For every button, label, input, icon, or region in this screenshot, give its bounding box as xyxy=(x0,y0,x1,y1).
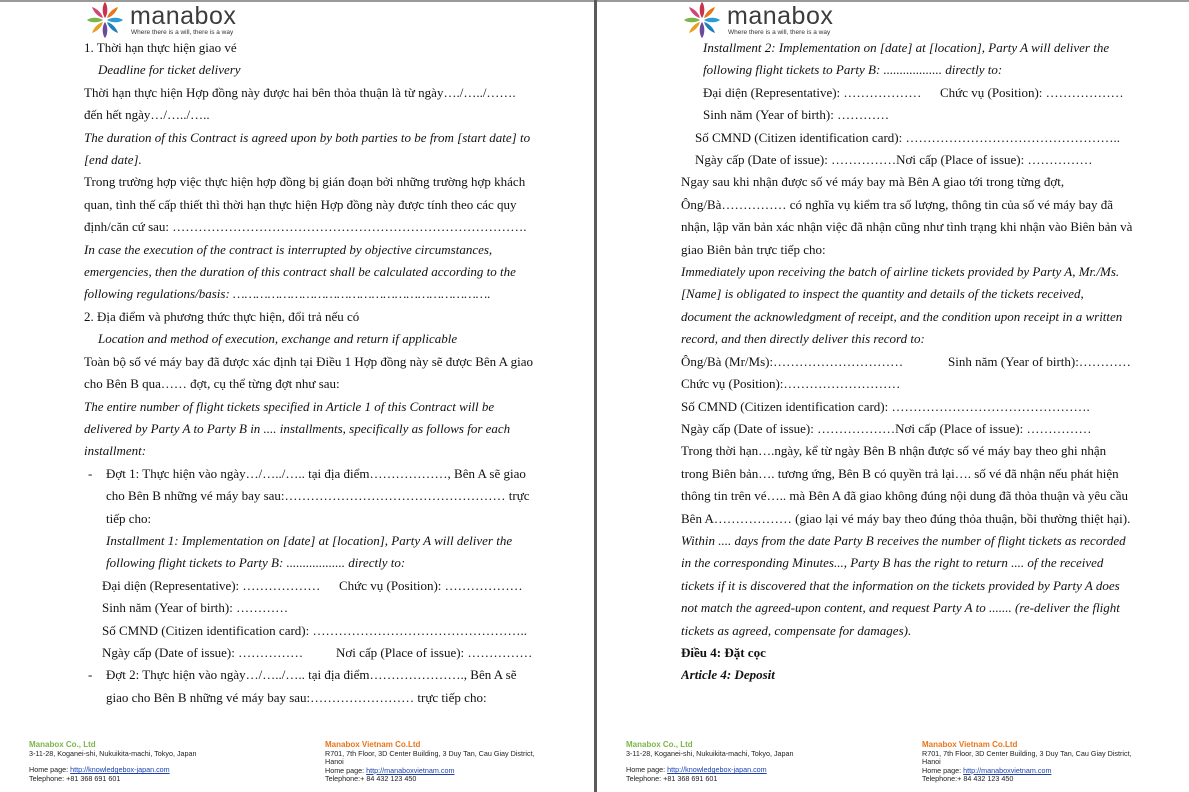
footer-address-vn-2: Hanoi xyxy=(922,757,941,767)
text-line: In case the execution of the contract is interrupted by objective circumstances, xyxy=(84,241,493,257)
article-heading-en: Article 4: Deposit xyxy=(681,667,775,683)
id-card-field: Số CMND (Citizen identification card): ………………………………………….. xyxy=(695,129,1120,145)
birth-year-field: Sinh năm (Year of birth):………… xyxy=(948,353,1131,369)
text-line: Ông/Bà…………… có nghĩa vụ kiểm tra số lượng, thông tin của số vé máy bay đã xyxy=(681,196,1114,212)
form-row xyxy=(84,642,546,664)
section-heading: 1. Thời hạn thực hiện giao vé xyxy=(84,40,237,55)
text-line: Installment 2: Implementation on [date] at [location], Party A will deliver the xyxy=(703,40,1110,55)
footer-address-vn-2: Hanoi xyxy=(325,757,344,767)
id-card-field: Số CMND (Citizen identification card): ………………………………………….. xyxy=(102,622,527,638)
left-page-body xyxy=(84,40,546,709)
text-line: emergencies, then the duration of this contract shall be calculated according to the xyxy=(84,264,516,280)
footer-company-vn: Manabox Vietnam Co.Ltd xyxy=(325,740,421,749)
footer-company-vn: Manabox Vietnam Co.Ltd xyxy=(922,740,1018,749)
text-line: đến hết ngày…/…../….. xyxy=(84,107,210,123)
text-line: cho Bên B qua…… đợt, cụ thể từng đợt như sau: xyxy=(84,376,340,392)
homepage-label: Home page: xyxy=(325,765,367,775)
footer-japan xyxy=(626,741,794,783)
footer-vietnam xyxy=(325,741,535,784)
issue-row: Ngày cấp (Date of issue): ……………Nơi cấp (Place of issue): …………… xyxy=(695,152,1093,168)
text-line: Installment 1: Implementation on [date] at [location], Party A will deliver the xyxy=(106,532,513,548)
text-line: thông tin trên vé….. mà Bên A đã giao không đúng nội dung đã thỏa thuận và yêu cầu xyxy=(681,488,1128,504)
text-line: [Name] is obligated to inspect the quantity and details of the tickets received, xyxy=(681,286,1084,302)
footer-company-jp: Manabox Co., Ltd xyxy=(626,740,693,749)
text-line: installment: xyxy=(84,443,147,459)
form-row xyxy=(681,82,1137,104)
text-line: tickets if it is discovered that the information on the tickets provided by Party A does xyxy=(681,577,1120,593)
brand-name: manabox xyxy=(130,2,237,30)
text-line: giao cho Bên B những vé máy bay sau:…………………… trực tiếp cho: xyxy=(106,689,487,705)
form-row xyxy=(681,351,1137,373)
text-line: in the corresponding Minutes..., Party B has the right to return .... of the received xyxy=(681,555,1104,571)
homepage-link-vn[interactable]: http://manaboxvietnam.com xyxy=(366,765,455,775)
name-field: Ông/Bà (Mr/Ms):………………………… xyxy=(681,353,904,369)
footer-address-jp: 3-11-28, Koganei-shi, Nukuikita-machi, Tokyo, Japan xyxy=(29,748,197,758)
text-line: nhận, lập văn bản xác nhận việc đã nhận cũng như tình trạng khi nhận vào Biên bản và xyxy=(681,219,1133,235)
text-line: The duration of this Contract is agreed upon by both parties to be from [start date] to xyxy=(84,129,531,145)
issue-date-field: Ngày cấp (Date of issue): …………… xyxy=(102,644,304,660)
footer-japan xyxy=(29,741,197,783)
text-line: Immediately upon receiving the batch of airline tickets provided by Party A, Mr./Ms. xyxy=(681,264,1120,280)
text-line: Ngay sau khi nhận được số vé máy bay mà Bên A giao tới trong từng đợt, xyxy=(681,174,1065,190)
document-page-left xyxy=(0,0,594,792)
text-line: Within .... days from the date Party B receives the number of flight tickets as recorded xyxy=(681,532,1126,548)
text-line: Bên A……………… (giao lại vé máy bay theo đúng thỏa thuận, bồi thường thiệt hại). xyxy=(681,510,1131,526)
birth-year-field: Sinh năm (Year of birth): ………… xyxy=(102,600,289,616)
text-line: following flight tickets to Party B: .................. directly to: xyxy=(106,555,406,571)
position-field: Chức vụ (Position): ……………… xyxy=(940,84,1124,100)
text-line: tiếp cho: xyxy=(106,510,152,526)
section-heading-en: Deadline for ticket delivery xyxy=(98,62,241,78)
footer-address-jp: 3-11-28, Koganei-shi, Nukuikita-machi, Tokyo, Japan xyxy=(626,748,794,758)
text-line: giao Biên bản trực tiếp cho: xyxy=(681,241,826,257)
list-item xyxy=(84,664,546,686)
text-line: định/căn cứ sau: ………………………………………………………………………. xyxy=(84,219,527,235)
footer-address-vn: R701, 7th Floor, 3D Center Building, 3 Duy Tan, Cau Giay District, xyxy=(325,748,535,758)
text-line: delivered by Party A to Party B in .... installments, specifically as follows for each xyxy=(84,420,511,436)
page-footer xyxy=(597,741,1189,792)
text-line: quan, tình thế cấp thiết thì thời hạn thực hiện Hợp đồng này được tính theo các quy xyxy=(84,196,517,212)
footer-vietnam xyxy=(922,741,1132,784)
homepage-link-vn[interactable]: http://manaboxvietnam.com xyxy=(963,765,1052,775)
footer-telephone-vn: Telephone:+ 84 432 123 450 xyxy=(325,774,417,784)
page-footer xyxy=(0,741,594,792)
text-line: Toàn bộ số vé máy bay đã được xác định tại Điều 1 Hợp đồng này sẽ được Bên A giao xyxy=(84,353,533,369)
footer-telephone-vn: Telephone:+ 84 432 123 450 xyxy=(922,774,1014,784)
position-field: Chức vụ (Position):……………………… xyxy=(681,376,901,392)
footer-address-vn: R701, 7th Floor, 3D Center Building, 3 Duy Tan, Cau Giay District, xyxy=(922,748,1132,758)
manabox-logo-mark-icon xyxy=(84,1,126,39)
form-row xyxy=(84,575,546,597)
footer-telephone-jp: Telephone: +81 368 691 601 xyxy=(29,773,121,783)
text-line: The entire number of flight tickets specified in Article 1 of this Contract will be xyxy=(84,398,495,414)
document-page-right xyxy=(597,0,1189,792)
bullet-dash: - xyxy=(88,465,93,481)
id-card-field: Số CMND (Citizen identification card): ………………………………………. xyxy=(681,398,1090,414)
section-heading: 2. Địa điểm và phương thức thực hiện, đổi trả nếu có xyxy=(84,308,360,324)
text-line: record, and then directly deliver this record to: xyxy=(681,331,925,347)
right-page-body xyxy=(681,40,1137,687)
homepage-link-jp[interactable]: http://knowledgebox-japan.com xyxy=(667,765,767,775)
manabox-logo-mark-icon xyxy=(681,1,723,39)
manabox-logo xyxy=(681,0,861,40)
brand-tagline: Where there is a will, there is a way xyxy=(131,29,234,36)
footer-telephone-jp: Telephone: +81 368 691 601 xyxy=(626,773,718,783)
text-line: tickets as agreed, compensate for damages). xyxy=(681,622,912,638)
text-line: not match the agreed-upon content, and request Party A to ....... (re-deliver the flight xyxy=(681,600,1120,616)
text-line: [end date]. xyxy=(84,152,142,168)
installment-1-line: Đợt 1: Thực hiện vào ngày…/…../….. tại địa điểm………………, Bên A sẽ giao xyxy=(106,465,526,481)
birth-year-field: Sinh năm (Year of birth): ………… xyxy=(703,107,890,123)
section-heading-en: Location and method of execution, exchange and return if applicable xyxy=(98,331,458,347)
bullet-dash: - xyxy=(88,667,93,683)
text-line: trong Biên bản…. tương ứng, Bên B có quyền trả lại…. số vé đã nhận nếu phát hiện xyxy=(681,465,1119,481)
footer-company-jp: Manabox Co., Ltd xyxy=(29,740,96,749)
issue-row: Ngày cấp (Date of issue): ………………Nơi cấp (Place of issue): …………… xyxy=(681,420,1092,436)
homepage-label: Home page: xyxy=(626,765,668,775)
issue-place-field: Nơi cấp (Place of issue): …………… xyxy=(336,644,533,660)
text-line: cho Bên B những vé máy bay sau:…………………………………………… trực xyxy=(106,488,530,504)
article-heading: Điều 4: Đặt cọc xyxy=(681,644,766,660)
representative-field: Đại diện (Representative): ……………… xyxy=(703,84,922,100)
installment-2-line: Đợt 2: Thực hiện vào ngày…/…../….. tại địa điểm…………………., Bên A sẽ xyxy=(106,667,517,683)
position-field: Chức vụ (Position): ……………… xyxy=(339,577,523,593)
list-item xyxy=(84,463,546,485)
brand-name: manabox xyxy=(727,2,834,30)
representative-field: Đại diện (Representative): ……………… xyxy=(102,577,321,593)
text-line: document the acknowledgment of receipt, and the condition upon receipt in a written xyxy=(681,308,1123,324)
text-line: following regulations/basis: …………………………………………………………. xyxy=(84,286,491,302)
homepage-label: Home page: xyxy=(29,765,71,775)
brand-tagline: Where there is a will, there is a way xyxy=(728,29,831,36)
manabox-logo xyxy=(84,0,264,40)
text-line: Trong thời hạn….ngày, kể từ ngày Bên B nhận được số vé máy bay theo ghi nhận xyxy=(681,443,1107,459)
homepage-link-jp[interactable]: http://knowledgebox-japan.com xyxy=(70,765,170,775)
text-line: following flight tickets to Party B: .................. directly to: xyxy=(703,62,1003,78)
homepage-label: Home page: xyxy=(922,765,964,775)
text-line: Trong trường hợp việc thực hiện hợp đồng bị gián đoạn bởi những trường hợp khách xyxy=(84,174,526,190)
text-line: Thời hạn thực hiện Hợp đồng này được hai bên thỏa thuận là từ ngày…./…../……. xyxy=(84,84,516,100)
